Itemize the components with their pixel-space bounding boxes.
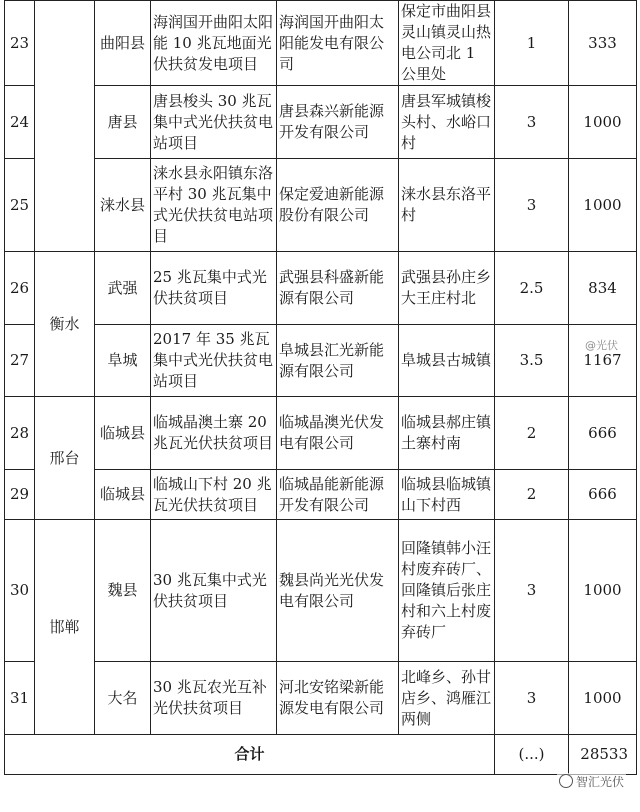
table-row bbox=[5, 252, 637, 325]
scale-value: 3 bbox=[495, 662, 569, 735]
project-name: 临城山下村 20 兆瓦光伏扶贫项目 bbox=[151, 470, 277, 520]
row-number: 29 bbox=[5, 470, 35, 520]
county-cell: 魏县 bbox=[95, 520, 151, 662]
table-row bbox=[5, 325, 637, 397]
total-row bbox=[5, 735, 637, 775]
households-value: 333 bbox=[569, 1, 637, 86]
project-location: 唐县军城镇梭头村、水峪口村 bbox=[399, 86, 495, 159]
total-scale: (...) bbox=[495, 735, 569, 775]
county-cell: 涞水县 bbox=[95, 159, 151, 252]
households-value: 1000 bbox=[569, 86, 637, 159]
project-location: 保定市曲阳县灵山镇灵山热电公司北 1 公里处 bbox=[399, 1, 495, 86]
table-row bbox=[5, 397, 637, 470]
city-cell: 衡水 bbox=[35, 252, 95, 397]
households-value: 1000 bbox=[569, 520, 637, 662]
city-cell: 邢台 bbox=[35, 397, 95, 520]
company-name: 魏县尚光光伏发电有限公司 bbox=[277, 520, 399, 662]
wechat-icon bbox=[559, 774, 573, 788]
row-number: 28 bbox=[5, 397, 35, 470]
total-label: 合计 bbox=[5, 735, 495, 775]
scale-value: 3.5 bbox=[495, 325, 569, 397]
households-value: 1000 bbox=[569, 159, 637, 252]
project-table bbox=[4, 0, 637, 775]
project-name: 临城晶澳土寨 20 兆瓦光伏扶贫项目 bbox=[151, 397, 277, 470]
scale-value: 2 bbox=[495, 397, 569, 470]
county-cell: 唐县 bbox=[95, 86, 151, 159]
households-value: 666 bbox=[569, 470, 637, 520]
county-cell: 临城县 bbox=[95, 397, 151, 470]
project-location: 阜城县古城镇 bbox=[399, 325, 495, 397]
scale-value: 2 bbox=[495, 470, 569, 520]
project-name: 涞水县永阳镇东洛平村 30 兆瓦集中式光伏扶贫电站项目 bbox=[151, 159, 277, 252]
project-location: 临城县临城镇山下村西 bbox=[399, 470, 495, 520]
company-name: 阜城县汇光新能源有限公司 bbox=[277, 325, 399, 397]
watermark-small: @光伏 bbox=[585, 339, 618, 352]
county-cell: 大名 bbox=[95, 662, 151, 735]
watermark-brand bbox=[557, 773, 626, 790]
company-name: 临城晶澳光伏发电有限公司 bbox=[277, 397, 399, 470]
table-row bbox=[5, 159, 637, 252]
project-name: 30 兆瓦农光互补光伏扶贫项目 bbox=[151, 662, 277, 735]
households-value: 1000 bbox=[569, 662, 637, 735]
company-name: 保定爱迪新能源股份有限公司 bbox=[277, 159, 399, 252]
county-cell: 阜城 bbox=[95, 325, 151, 397]
city-cell: 邯郸 bbox=[35, 520, 95, 735]
project-location: 临城县郝庄镇土寨村南 bbox=[399, 397, 495, 470]
company-name: 临城晶能新能源开发有限公司 bbox=[277, 470, 399, 520]
project-location: 回隆镇韩小汪村废弃砖厂、回隆镇后张庄村和六上村废弃砖厂 bbox=[399, 520, 495, 662]
county-cell: 武强 bbox=[95, 252, 151, 325]
table-row bbox=[5, 662, 637, 735]
households-value: 666 bbox=[569, 397, 637, 470]
row-number: 31 bbox=[5, 662, 35, 735]
households-value: 1167 bbox=[569, 325, 637, 397]
row-number: 26 bbox=[5, 252, 35, 325]
total-households: 28533 bbox=[569, 735, 637, 775]
scale-value: 3 bbox=[495, 159, 569, 252]
watermark-brand-text: 智汇光伏 bbox=[575, 775, 624, 789]
company-name: 河北安铭梁新能源发电有限公司 bbox=[277, 662, 399, 735]
company-name: 唐县森兴新能源开发有限公司 bbox=[277, 86, 399, 159]
households-value: 834 bbox=[569, 252, 637, 325]
project-name: 唐县梭头 30 兆瓦集中式光伏扶贫电站项目 bbox=[151, 86, 277, 159]
table-row bbox=[5, 520, 637, 662]
county-cell: 临城县 bbox=[95, 470, 151, 520]
project-name: 海润国开曲阳太阳能 10 兆瓦地面光伏扶贫发电项目 bbox=[151, 1, 277, 86]
project-location: 武强县孙庄乡大王庄村北 bbox=[399, 252, 495, 325]
project-name: 30 兆瓦集中式光伏扶贫项目 bbox=[151, 520, 277, 662]
scale-value: 3 bbox=[495, 520, 569, 662]
project-name: 2017 年 35 兆瓦集中式光伏扶贫电站项目 bbox=[151, 325, 277, 397]
row-number: 30 bbox=[5, 520, 35, 662]
project-location: 涞水县东洛平村 bbox=[399, 159, 495, 252]
table-row bbox=[5, 1, 637, 86]
scale-value: 3 bbox=[495, 86, 569, 159]
row-number: 27 bbox=[5, 325, 35, 397]
row-number: 24 bbox=[5, 86, 35, 159]
company-name: 海润国开曲阳太阳能发电有限公司 bbox=[277, 1, 399, 86]
county-cell: 曲阳县 bbox=[95, 1, 151, 86]
table-row bbox=[5, 470, 637, 520]
scale-value: 1 bbox=[495, 1, 569, 86]
city-cell-baoding bbox=[35, 1, 95, 252]
scale-value: 2.5 bbox=[495, 252, 569, 325]
row-number: 25 bbox=[5, 159, 35, 252]
company-name: 武强县科盛新能源有限公司 bbox=[277, 252, 399, 325]
project-name: 25 兆瓦集中式光伏扶贫项目 bbox=[151, 252, 277, 325]
project-location: 北峰乡、孙甘店乡、鸿雁江两侧 bbox=[399, 662, 495, 735]
row-number: 23 bbox=[5, 1, 35, 86]
table-row bbox=[5, 86, 637, 159]
